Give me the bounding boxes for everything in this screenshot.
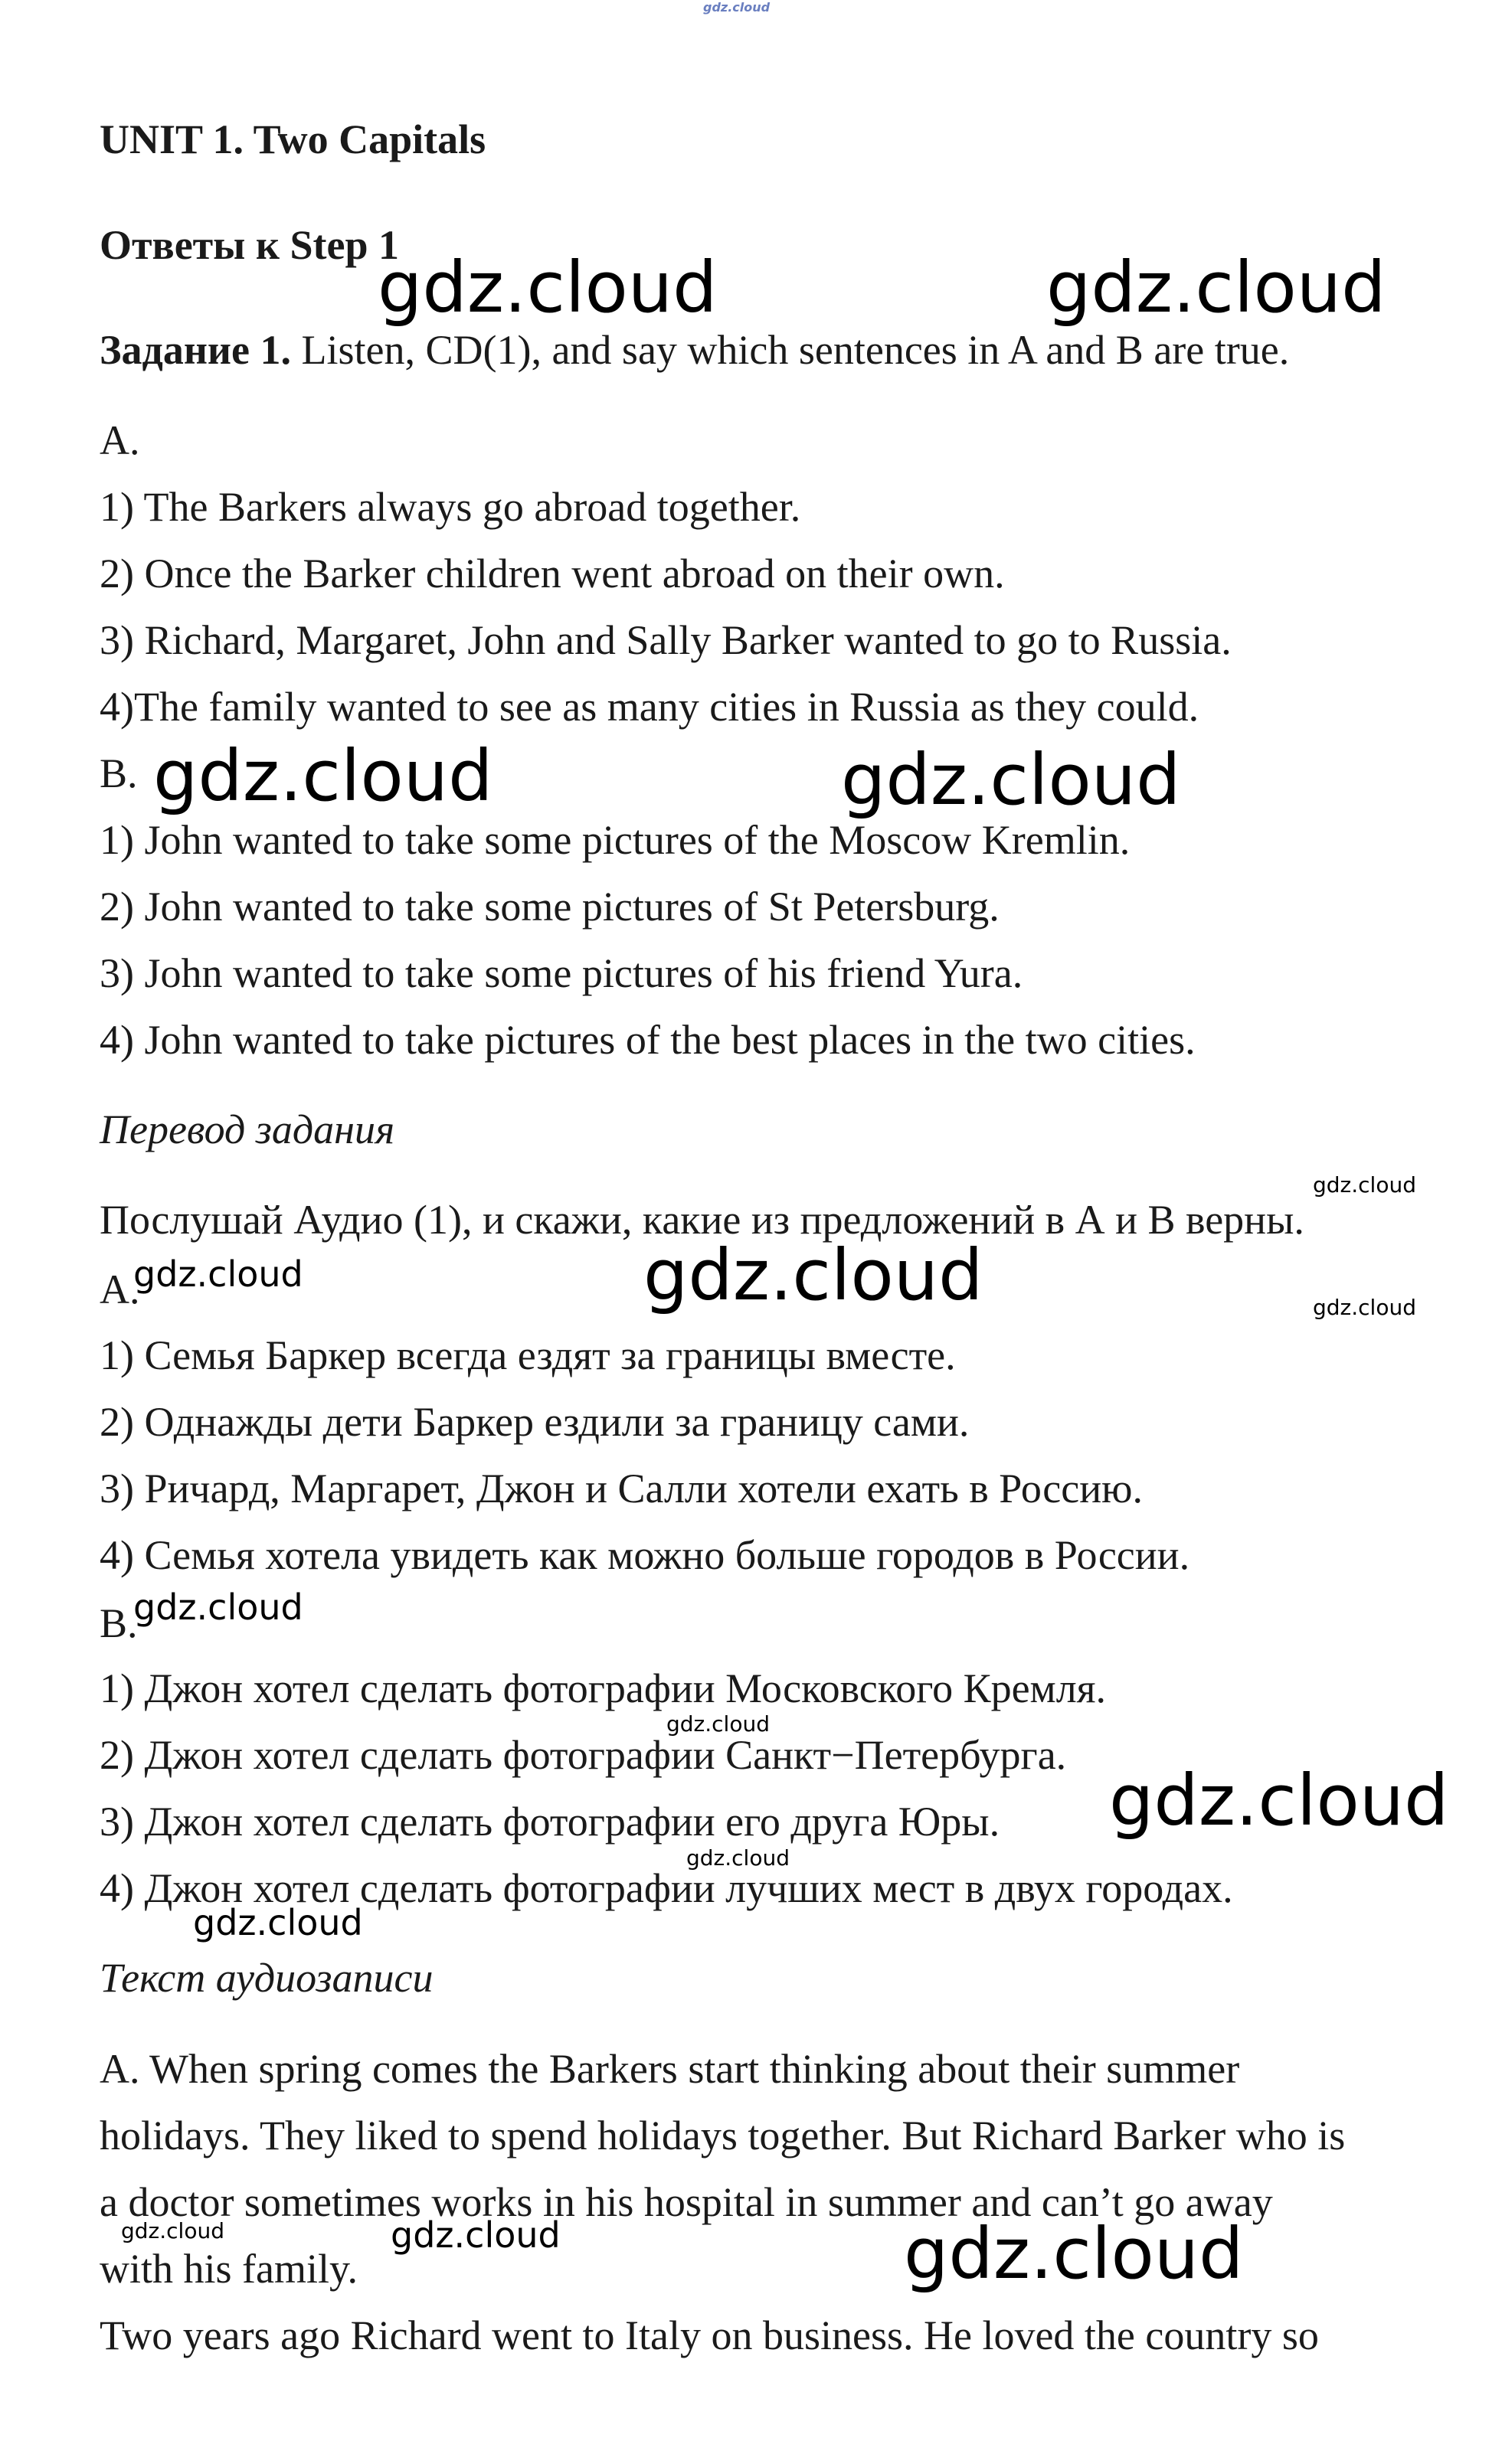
- translation-a-item: 3) Ричард, Маргарет, Джон и Салли хотели ехать в Россию.: [100, 1466, 1143, 1511]
- watermark: gdz.cloud: [666, 1711, 770, 1737]
- audio-text-line: Two years ago Richard went to Italy on business. He loved the country so: [100, 2312, 1319, 2358]
- audio-heading: Текст аудиозаписи: [100, 1955, 434, 2001]
- unit-title: UNIT 1. Two Capitals: [100, 116, 486, 162]
- watermark: gdz.cloud: [133, 1587, 303, 1628]
- watermark: gdz.cloud: [153, 735, 493, 817]
- watermark: gdz.cloud: [378, 247, 718, 328]
- task-text: Listen, CD(1), and say which sentences in A and B are true.: [291, 327, 1290, 373]
- translation-a-label: А.: [100, 1266, 140, 1312]
- watermark: gdz.cloud: [193, 1902, 363, 1943]
- watermark: gdz.cloud: [841, 739, 1181, 821]
- watermark: gdz.cloud: [1109, 1760, 1449, 1841]
- translation-b-item: 4) Джон хотел сделать фотографии лучших мест в двух городах.: [100, 1865, 1233, 1911]
- watermark: gdz.cloud: [121, 2218, 224, 2243]
- translation-b-item: 1) Джон хотел сделать фотографии Московского Кремля.: [100, 1665, 1107, 1711]
- watermark: gdz.cloud: [904, 2213, 1244, 2295]
- header-watermark: gdz.cloud: [703, 0, 771, 15]
- watermark: gdz.cloud: [133, 1253, 303, 1295]
- section-b-item: 3) John wanted to take some pictures of his friend Yura.: [100, 950, 1023, 996]
- watermark: gdz.cloud: [1313, 1172, 1416, 1198]
- section-a-item: 1) The Barkers always go abroad together.: [100, 484, 801, 530]
- translation-a-item: 2) Однажды дети Баркер ездили за границу сами.: [100, 1399, 970, 1445]
- audio-text-line: with his family.: [100, 2246, 358, 2292]
- audio-text-line: a doctor sometimes works in his hospital in summer and can’t go away: [100, 2179, 1273, 2225]
- section-b-item: 1) John wanted to take some pictures of the Moscow Kremlin.: [100, 817, 1131, 863]
- watermark: gdz.cloud: [686, 1845, 790, 1871]
- translation-intro: Послушай Аудио (1), и скажи, какие из предложений в А и В верны.: [100, 1197, 1304, 1243]
- section-b-item: 4) John wanted to take pictures of the best places in the two cities.: [100, 1017, 1196, 1063]
- watermark: gdz.cloud: [391, 2214, 561, 2256]
- task-label: Задание 1.: [100, 327, 292, 373]
- translation-a-item: 4) Семья хотела увидеть как можно больше городов в России.: [100, 1532, 1190, 1578]
- section-b-label: B.: [100, 750, 138, 796]
- translation-b-item: 2) Джон хотел сделать фотографии Санкт−Петербурга.: [100, 1732, 1067, 1778]
- translation-a-item: 1) Семья Баркер всегда ездят за границы вместе.: [100, 1332, 956, 1378]
- translation-b-item: 3) Джон хотел сделать фотографии его друга Юры.: [100, 1799, 1000, 1845]
- translation-b-label: В.: [100, 1600, 138, 1646]
- answers-subtitle: Ответы к Step 1: [100, 222, 399, 268]
- task-heading: [100, 325, 1289, 374]
- section-a-item: 4)The family wanted to see as many cities in Russia as they could.: [100, 684, 1199, 730]
- translation-heading: Перевод задания: [100, 1106, 395, 1152]
- section-a-label: A.: [100, 417, 140, 463]
- watermark: gdz.cloud: [1046, 247, 1386, 328]
- audio-text-line: A. When spring comes the Barkers start thinking about their summer: [100, 2046, 1240, 2092]
- section-a-item: 2) Once the Barker children went abroad on their own.: [100, 551, 1005, 596]
- section-a-item: 3) Richard, Margaret, John and Sally Barker wanted to go to Russia.: [100, 617, 1232, 663]
- section-b-item: 2) John wanted to take some pictures of St Petersburg.: [100, 884, 1000, 930]
- audio-text-line: holidays. They liked to spend holidays together. But Richard Barker who is: [100, 2113, 1346, 2158]
- watermark: gdz.cloud: [643, 1234, 983, 1316]
- watermark: gdz.cloud: [1313, 1295, 1416, 1320]
